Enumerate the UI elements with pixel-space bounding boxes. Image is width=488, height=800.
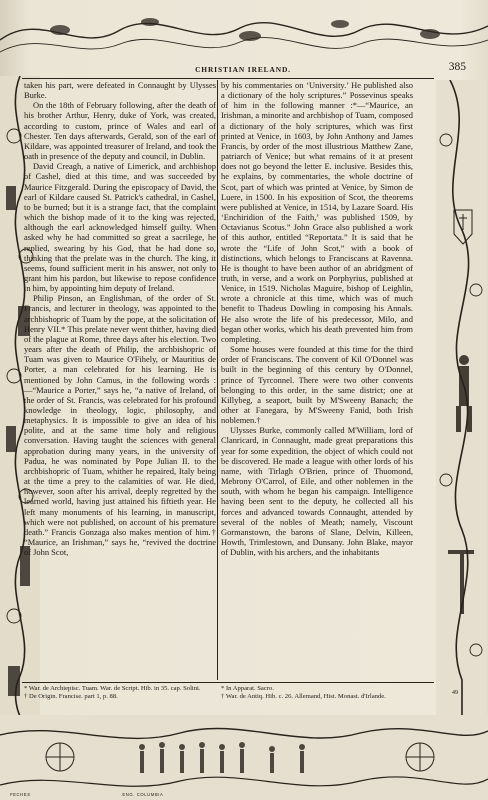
footnote-rule — [22, 682, 434, 683]
right-text-column — [221, 80, 413, 557]
running-head-title: CHRISTIAN IRELAND. — [195, 65, 291, 74]
paragraph: Ulysses Burke, commonly called M'William, lord of Clanricard, in Connaught, made great preparations this year for some expedition, the object of which could not be discovered. He made a league with other lords of his name, with Tirlagh O'Brien, prince of Thuomond, Mebrony O'Carrol, of Eile, and other noblemen in the south, with whom he began his campaign. Intelligence having been sent to the deputy, he collected all his forces and advanced towards Connaught, attended by several of the nobles of Meath; namely, Viscount Gormanstown, the barons of Slane, Delvin, Killeen, Howth, Trimlestown, and Dunsany. John Blake, mayor of Dublin, with his archers, and the inhabitants — [221, 425, 413, 558]
paragraph: On the 18th of February following, after the death of his brother Arthur, Henry, duke of York, was created, according to custom, prince of Wales and earl of Chester. Ten days afterwards, Gerald, son of the earl of Kildare, was appointed treasurer of Ireland, and took the oath in presence of the deputy and council, in Dublin. — [24, 100, 216, 162]
engraver-credits — [10, 792, 253, 797]
engraver-credit-left: FECHES — [10, 792, 31, 797]
left-footnotes — [24, 685, 216, 701]
engraver-credit-right: ENG. COLUMBIA — [122, 792, 164, 797]
footnote: * In Apparat. Sacro. — [221, 685, 274, 692]
paragraph: by his commentaries on ‘University.’ He published also a dictionary of the holy scriptures.” Possevinus speaks of him in the following manner :*—“Maurice, an Irishman, a minorite and archbishop of Tuam, composed a dictionary of the holy scriptures, which was first printed at Venice, in 1603, by John Anthony and James Francis, by order of the most illustrious Matthew Zane, patriarch of Venice; but what remains of it at present does not go beyond the letter E. inclusive. Besides this, he explains, by commentaries, the whole doctrine of Scot, part of which was printed at Venice, by Simon de Luere, in 1500. In his exposition of Scot, the theorems were published at Venice, in 1514, by Lazare Soard. His ‘Enchiridion of the Faith,’ was published 1509, by Octavianus Scotus.” John Grace also published a work of this author, entitled “Reportata.” It is said that he wrote the “Life of John Scot,” with a book of distinctions, which belongs to Franciscans at Ravenna. He is thought to have been author of an abridgment of truth, in verse, and a work on Porphyrius, published at Venice, in 1519. Nicholas Maguire, bishop of Leighlin, wrote a chronicle at this time, which was of much benefit to Thadeus Dowling in composing his Annals. He also wrote the life of his predecessor, Milo, and began other works, which his death prevented him from completing. — [221, 80, 413, 344]
left-text-column — [24, 80, 216, 557]
paragraph: Philip Pinson, an Englishman, of the order of St. Francis, and lecturer in theology, was appointed to the archbishopric of Tuam by the pope, at the solicitation of Henry VII.* This prelate never went thither, having died of the plague at Rome, three days after his election. Two years after the death of Philip, the archbishopric of Tuam was given to Maurice O'Fihely, or Mauritius de Porter, a man celebrated for his learning. He is mentioned by John Camus, in the following words :—“Maurice a Porter,” says he, “a native of Ireland, of the order of St. Francis, was celebrated for his profound knowledge in theology, logic, philosophy, and metaphysics. It is impossible to give an idea of his polite, and at the same time holy and religious conversation. Having taught the sciences with general approbation during many years, in the university of Padua, he was nominated by Pope Julian II. to the archbishopric of Tuam, whither he repaired, Italy being at the time a prey to the calamities of war. He died, however, soon after his arrival, deeply regretted by the learned world, having just attained his fiftieth year. He left many monuments of his learning, in manuscript, which were not published, on account of his premature death.” Francis Gonzaga also makes mention of him.† “Maurice, an Irishman,” says he, “revived the doctrine of John Scot, — [24, 293, 216, 558]
top-ornament-border — [0, 0, 488, 60]
paragraph: David Creagh, a native of Limerick, and archbishop of Cashel, died at this time, and was succeeded by Maurice Fitzgerald. During the episcopacy of David, the earl of Kildare caused St. Patrick's cathedral, in Cashel, to be burned; but it is a strange fact, that the complaint which the bishop made of it to the king was rejected, although the earl acknowledged himself guilty. When asked why he had committed so great a sacrilege, he replied, swearing by his God, that he had done so, thinking that the prelate was in the church. The king, it seems, found sufficient merit in his answer, not only to grant him his pardon, but likewise to repose confidence in him, by appointing him deputy of Ireland. — [24, 161, 216, 294]
right-ornament-border — [436, 80, 486, 716]
footnote: † De Origin. Francise. part 1, p. 88. — [24, 693, 118, 701]
paragraph: taken his part, were defeated in Connaught by Ulysses Burke. — [24, 80, 216, 101]
header-rule — [22, 78, 434, 79]
page-number: 385 — [448, 61, 466, 73]
signature-mark: 49 — [452, 690, 458, 696]
footnote: † War. de Antiq. Hib. c. 26. Allemand, Hist. Monast. d'Irlande. — [221, 693, 386, 701]
bottom-ornament-border — [0, 715, 488, 800]
column-divider — [217, 80, 218, 680]
right-footnotes — [221, 685, 413, 701]
footnote: * War. de Archiepisc. Tuam. War. de Script. Hib. in 35. cap. Solini. — [24, 685, 201, 692]
paragraph: Some houses were founded at this time for the third order of Franciscans. The convent of Kil O'Donnel was built in the beginning of this century by O'Donnel, prince of Tyrconnel. There were two other convents belonging to this order, in the same district; one at Killybeg, a seaport, built by M'Sweeny Banach; the other at Fanegara, by M'Sweeny Fanid, both Irish noblemen.† — [221, 344, 413, 426]
